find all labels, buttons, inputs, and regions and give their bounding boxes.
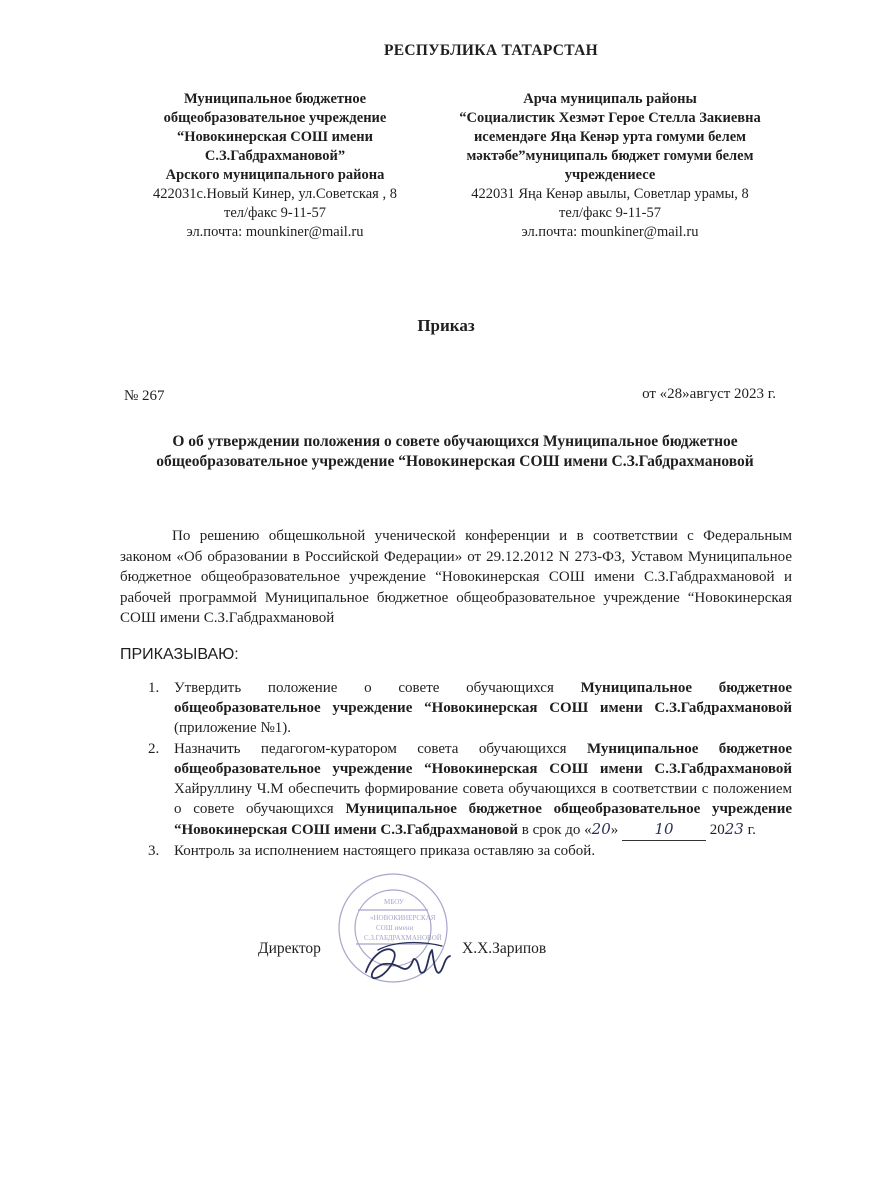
org-email: эл.почта: mounkiner@mail.ru <box>521 224 699 240</box>
item-text: (приложение №1). <box>174 720 292 737</box>
item-org-name: Муниципальное бюджетное общеобразовательное учреждение “Новокинерская СОШ имени С.З.Габдрахмановой <box>174 740 792 777</box>
list-item <box>120 739 792 841</box>
item-number: 1. <box>148 680 160 696</box>
org-name-line: С.З.Габдрахмановой” <box>204 148 346 164</box>
item-text: » <box>610 822 623 839</box>
order-number: № 267 <box>124 388 165 404</box>
org-phone: тел/факс 9-11-57 <box>559 205 661 221</box>
header-right-block <box>430 90 790 242</box>
org-name-line: Арча муниципаль районы <box>523 91 697 107</box>
org-name-line: исемендәге Яңа Кенәр урта гомуми белем <box>473 129 747 145</box>
org-name-line: Арского муниципального района <box>165 167 385 183</box>
org-name-line: “Новокинерская СОШ имени <box>177 129 373 145</box>
subject-line: О об утверждении положения о совете обучающихся Муниципальное бюджетное <box>172 433 738 450</box>
stamp-text: «НОВОКИНЕРСКАЯ <box>370 914 436 922</box>
preamble-paragraph: По решению общешкольной ученической конференции и в соответствии с Федеральным законом «Об образовании в Российской Федерации» от 29.12.2012 N 273-ФЗ, Уставом Муниципальное бюджетное общеобразовательное учреждение “Новокинерская СОШ имени С.З.Габдрахмановой и рабочей программой Муниципальное бюджетное общеобразовательное учреждение “Новокинерская СОШ имени С.З.Габдрахмановой <box>120 528 792 626</box>
org-name-line: учреждениесе <box>564 167 656 183</box>
order-date: от «28»август 2023 г. <box>642 386 776 402</box>
item-text: 20 <box>706 822 725 839</box>
director-name: Х.Х.Зарипов <box>462 940 547 957</box>
item-text: г. <box>743 822 756 839</box>
item-text: в срок до « <box>518 822 592 839</box>
handwritten-year: 23 <box>724 820 744 839</box>
list-item <box>120 841 792 861</box>
item-text: Контроль за исполнением настоящего приказа оставляю за собой. <box>174 842 596 859</box>
order-subject <box>120 432 790 472</box>
order-items-list <box>120 678 792 861</box>
item-text: Назначить педагогом-куратором совета обучающихся <box>174 740 587 757</box>
list-item <box>120 678 792 739</box>
org-address: 422031с.Новый Кинер, ул.Советская , 8 <box>153 186 397 202</box>
stamp-text: С.З.ГАБДРАХМАНОВОЙ <box>364 934 442 942</box>
subject-line: общеобразовательное учреждение “Новокинерская СОШ имени С.З.Габдрахмановой <box>156 453 754 470</box>
handwritten-month: 10 <box>622 819 706 840</box>
org-name-line: “Социалистик Хезмәт Герое Стелла Закиевна <box>459 110 761 126</box>
org-email: эл.почта: mounkiner@mail.ru <box>186 224 364 240</box>
org-name-line: Муниципальное бюджетное <box>183 91 367 107</box>
item-number: 3. <box>148 842 160 859</box>
item-org-name: Муниципальное бюджетное общеобразовательное учреждение “Новокинерская СОШ имени С.З.Габдрахмановой <box>174 801 792 839</box>
item-number: 2. <box>148 740 160 757</box>
org-address: 422031 Яңа Кенәр авылы, Советлар урамы, 8 <box>471 186 749 202</box>
director-label: Директор <box>258 940 321 957</box>
org-name-line: мәктәбе”муниципаль бюджет гомуми белем <box>466 148 754 164</box>
stamp-text: МБОУ <box>384 898 404 906</box>
republic-heading: РЕСПУБЛИКА ТАТАРСТАН <box>383 42 599 59</box>
order-directive: ПРИКАЗЫВАЮ: <box>120 646 239 663</box>
org-phone: тел/факс 9-11-57 <box>224 205 326 221</box>
stamp-text: СОШ имени <box>376 924 414 932</box>
item-text: Хайруллину Ч.М обеспечить формирование совета обучающихся в соответствии с положением о совете обучающихся <box>174 781 792 818</box>
director-signature <box>358 932 458 992</box>
item-org-name: Муниципальное бюджетное общеобразовательное учреждение “Новокинерская СОШ имени С.З.Габдрахмановой <box>174 680 792 717</box>
handwritten-day: 20 <box>591 820 611 839</box>
item-text: Утвердить положение о совете обучающихся <box>174 680 581 696</box>
document-title: Приказ <box>417 316 475 335</box>
header-left-block <box>120 90 430 242</box>
org-name-line: общеобразовательное учреждение <box>163 110 387 126</box>
